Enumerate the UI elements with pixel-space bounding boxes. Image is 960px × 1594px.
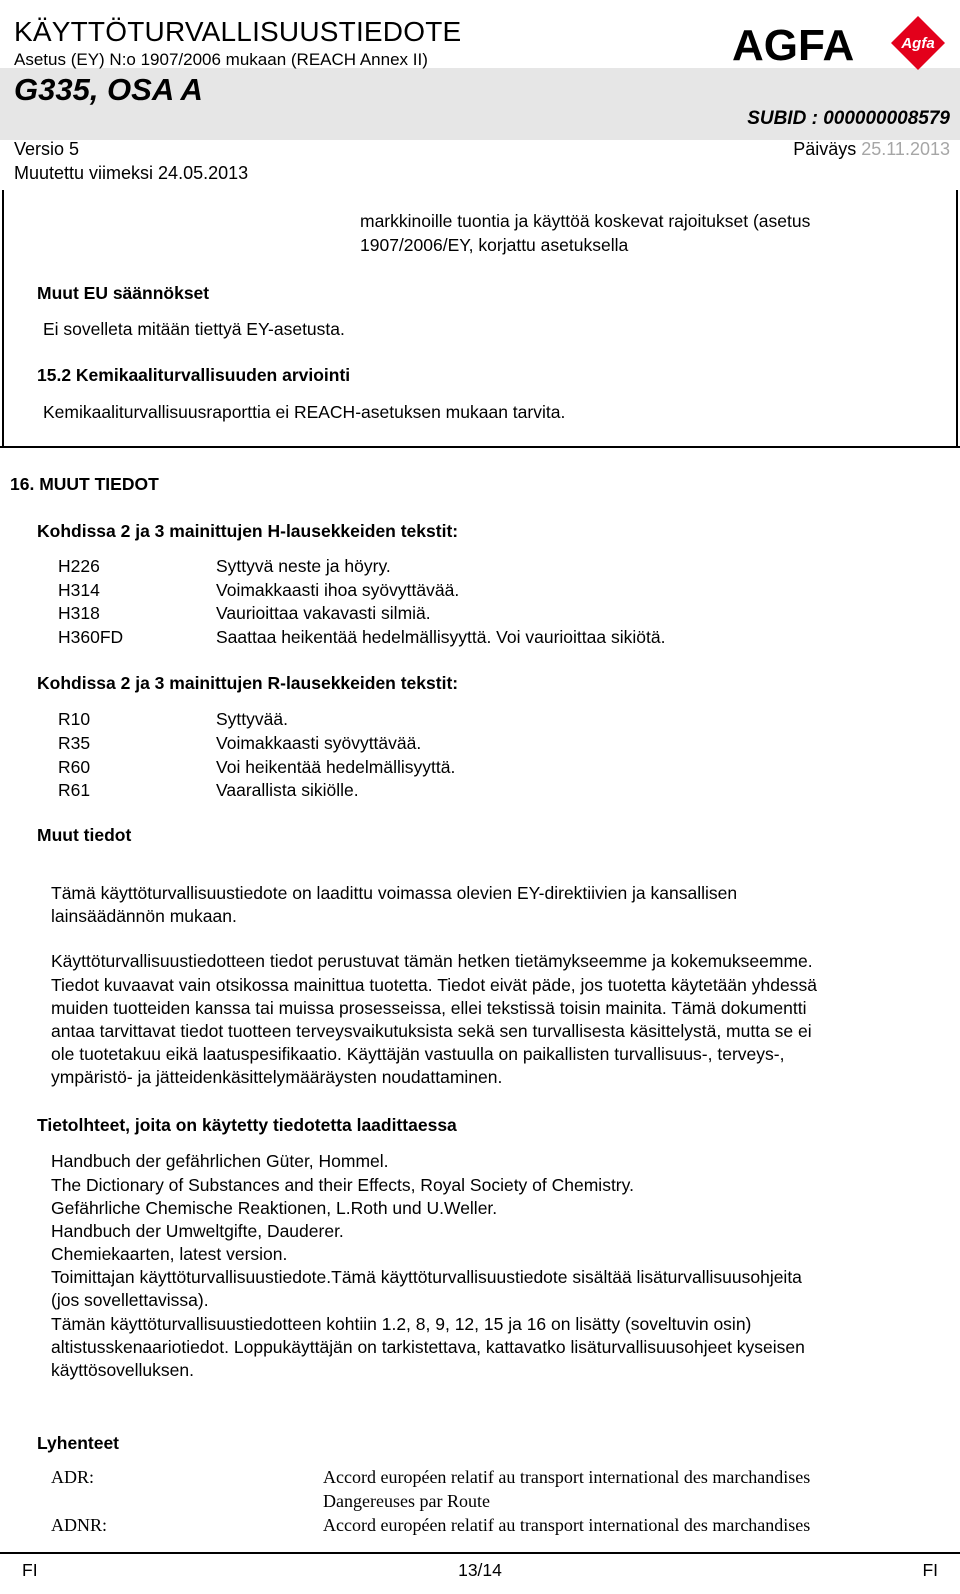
h-code: H226 [58, 556, 100, 576]
source-item: altistusskenaariotiedot. Loppukäyttäjän on tarkistettava, kattavatko lisäturvallisuusohjeet kyseisen [51, 1337, 805, 1357]
source-item: Toimittajan käyttöturvallisuustiedote.Tämä käyttöturvallisuustiedote sisältää lisäturvallisuusohjeita [51, 1267, 802, 1287]
document-title: KÄYTTÖTURVALLISUUSTIEDOTE [14, 16, 462, 47]
date-value: 25.11.2013 [861, 139, 950, 159]
r-text: Voi heikentää hedelmällisyyttä. [216, 757, 456, 777]
source-item: The Dictionary of Substances and their Effects, Royal Society of Chemistry. [51, 1175, 634, 1195]
source-item: Tämän käyttöturvallisuustiedotteen kohtiin 1.2, 8, 9, 12, 15 ja 16 on lisätty (soveltuvin osin) [51, 1314, 752, 1334]
version: Versio 5 [14, 139, 80, 159]
h-statements-heading: Kohdissa 2 ja 3 mainittujen H-lausekkeiden tekstit: [37, 521, 459, 541]
paragraph-line: lainsäädännön mukaan. [51, 906, 237, 926]
document-regulation: Asetus (EY) N:o 1907/2006 mukaan (REACH Annex II) [14, 50, 428, 69]
abbr-definition: Dangereuses par Route [323, 1491, 490, 1511]
logo-wordmark: AGFA [732, 21, 855, 70]
subid: SUBID : 000000008579 [747, 108, 950, 129]
csa-heading: 15.2 Kemikaaliturvallisuuden arviointi [37, 365, 351, 385]
footer-language-left: FI [22, 1560, 38, 1580]
footer-language-right: FI [922, 1560, 938, 1580]
agfa-logo [732, 16, 948, 70]
h-code: H314 [58, 580, 100, 600]
h-code: H318 [58, 603, 100, 623]
h-text: Saattaa heikentää hedelmällisyyttä. Voi vaurioittaa sikiötä. [216, 627, 666, 647]
source-item: Gefährliche Chemische Reaktionen, L.Roth und U.Weller. [51, 1198, 498, 1218]
r-code: R60 [58, 757, 91, 777]
paragraph-line: ympäristö- ja jätteidenkäsittelymääräysten noudattaminen. [51, 1067, 503, 1087]
h-text: Vaurioittaa vakavasti silmiä. [216, 603, 431, 623]
r-code: R35 [58, 733, 91, 753]
paragraph-line: antaa tarvittavat tiedot tuotteen terveysvaikutuksista sekä sen turvallisesta käsittelystä, mutta se ei [51, 1021, 812, 1041]
abbr-definition: Accord européen relatif au transport international des marchandises [323, 1467, 811, 1487]
paragraph-line: Käyttöturvallisuustiedotteen tiedot perustuvat tämän hetken tietämykseemme ja kokemukseemme. [51, 951, 813, 971]
logo-badge-text: Agfa [901, 35, 935, 52]
r-phrases-heading: Kohdissa 2 ja 3 mainittujen R-lausekkeiden tekstit: [37, 673, 459, 693]
other-info-heading: Muut tiedot [37, 825, 132, 845]
abbreviations-heading: Lyhenteet [37, 1433, 120, 1453]
box-left-border [2, 190, 4, 448]
source-item: käyttösovelluksen. [51, 1360, 194, 1380]
other-eu-text: Ei sovelleta mitään tiettyä EY-asetusta. [43, 319, 345, 339]
paragraph-line: muiden tuotteiden kanssa tai muissa prosesseissa, ellei tekstissä toisin mainita. Tämä dokumentti [51, 998, 807, 1018]
footer-rule [0, 1552, 960, 1554]
other-eu-heading: Muut EU säännökset [37, 283, 210, 303]
abbr-term: ADNR: [51, 1515, 108, 1535]
source-item: (jos sovellettavissa). [51, 1290, 209, 1310]
source-item: Handbuch der Umweltgifte, Dauderer. [51, 1221, 344, 1241]
abbr-definition: Accord européen relatif au transport international des marchandises [323, 1515, 811, 1535]
source-item: Chemiekaarten, latest version. [51, 1244, 288, 1264]
section16-heading: 16. MUUT TIEDOT [10, 474, 159, 494]
box-right-border [956, 190, 958, 448]
r-text: Vaarallista sikiölle. [216, 780, 359, 800]
paragraph-line: Tiedot kuvaavat vain otsikossa mainittua tuotetta. Tiedot eivät päde, jos tuotetta käytetään yhdessä [51, 975, 817, 995]
last-modified: Muutettu viimeksi 24.05.2013 [14, 163, 249, 183]
section-divider [0, 446, 960, 448]
date-label: Päiväys [793, 139, 857, 159]
issue-date [793, 139, 950, 160]
r-text: Syttyvää. [216, 709, 288, 729]
csa-text: Kemikaaliturvallisuusraporttia ei REACH-asetuksen mukaan tarvita. [43, 402, 566, 422]
sources-heading: Tietolhteet, joita on käytetty tiedotetta laadittaessa [37, 1115, 457, 1135]
paragraph-line: ole tuotetakuu eikä laatuspesifikaatio. Käyttäjän vastuulla on paikallisten turvallisuus-, terveys-, [51, 1044, 785, 1064]
paragraph-line: Tämä käyttöturvallisuustiedote on laadittu voimassa olevien EY-direktiivien ja kansallisen [51, 883, 738, 903]
abbr-term: ADR: [51, 1467, 95, 1487]
product-name: G335, OSA A [14, 72, 203, 107]
r-code: R61 [58, 780, 91, 800]
source-item: Handbuch der gefährlichen Güter, Hommel. [51, 1151, 389, 1171]
r-text: Voimakkaasti syövyttävää. [216, 733, 422, 753]
restriction-line-2: 1907/2006/EY, korjattu asetuksella [360, 235, 629, 255]
r-code: R10 [58, 709, 91, 729]
restriction-line-1: markkinoille tuontia ja käyttöä koskevat rajoitukset (asetus [360, 211, 811, 231]
h-text: Voimakkaasti ihoa syövyttävää. [216, 580, 460, 600]
footer-page-number: 13/14 [458, 1560, 502, 1580]
h-code: H360FD [58, 627, 124, 647]
h-text: Syttyvä neste ja höyry. [216, 556, 391, 576]
